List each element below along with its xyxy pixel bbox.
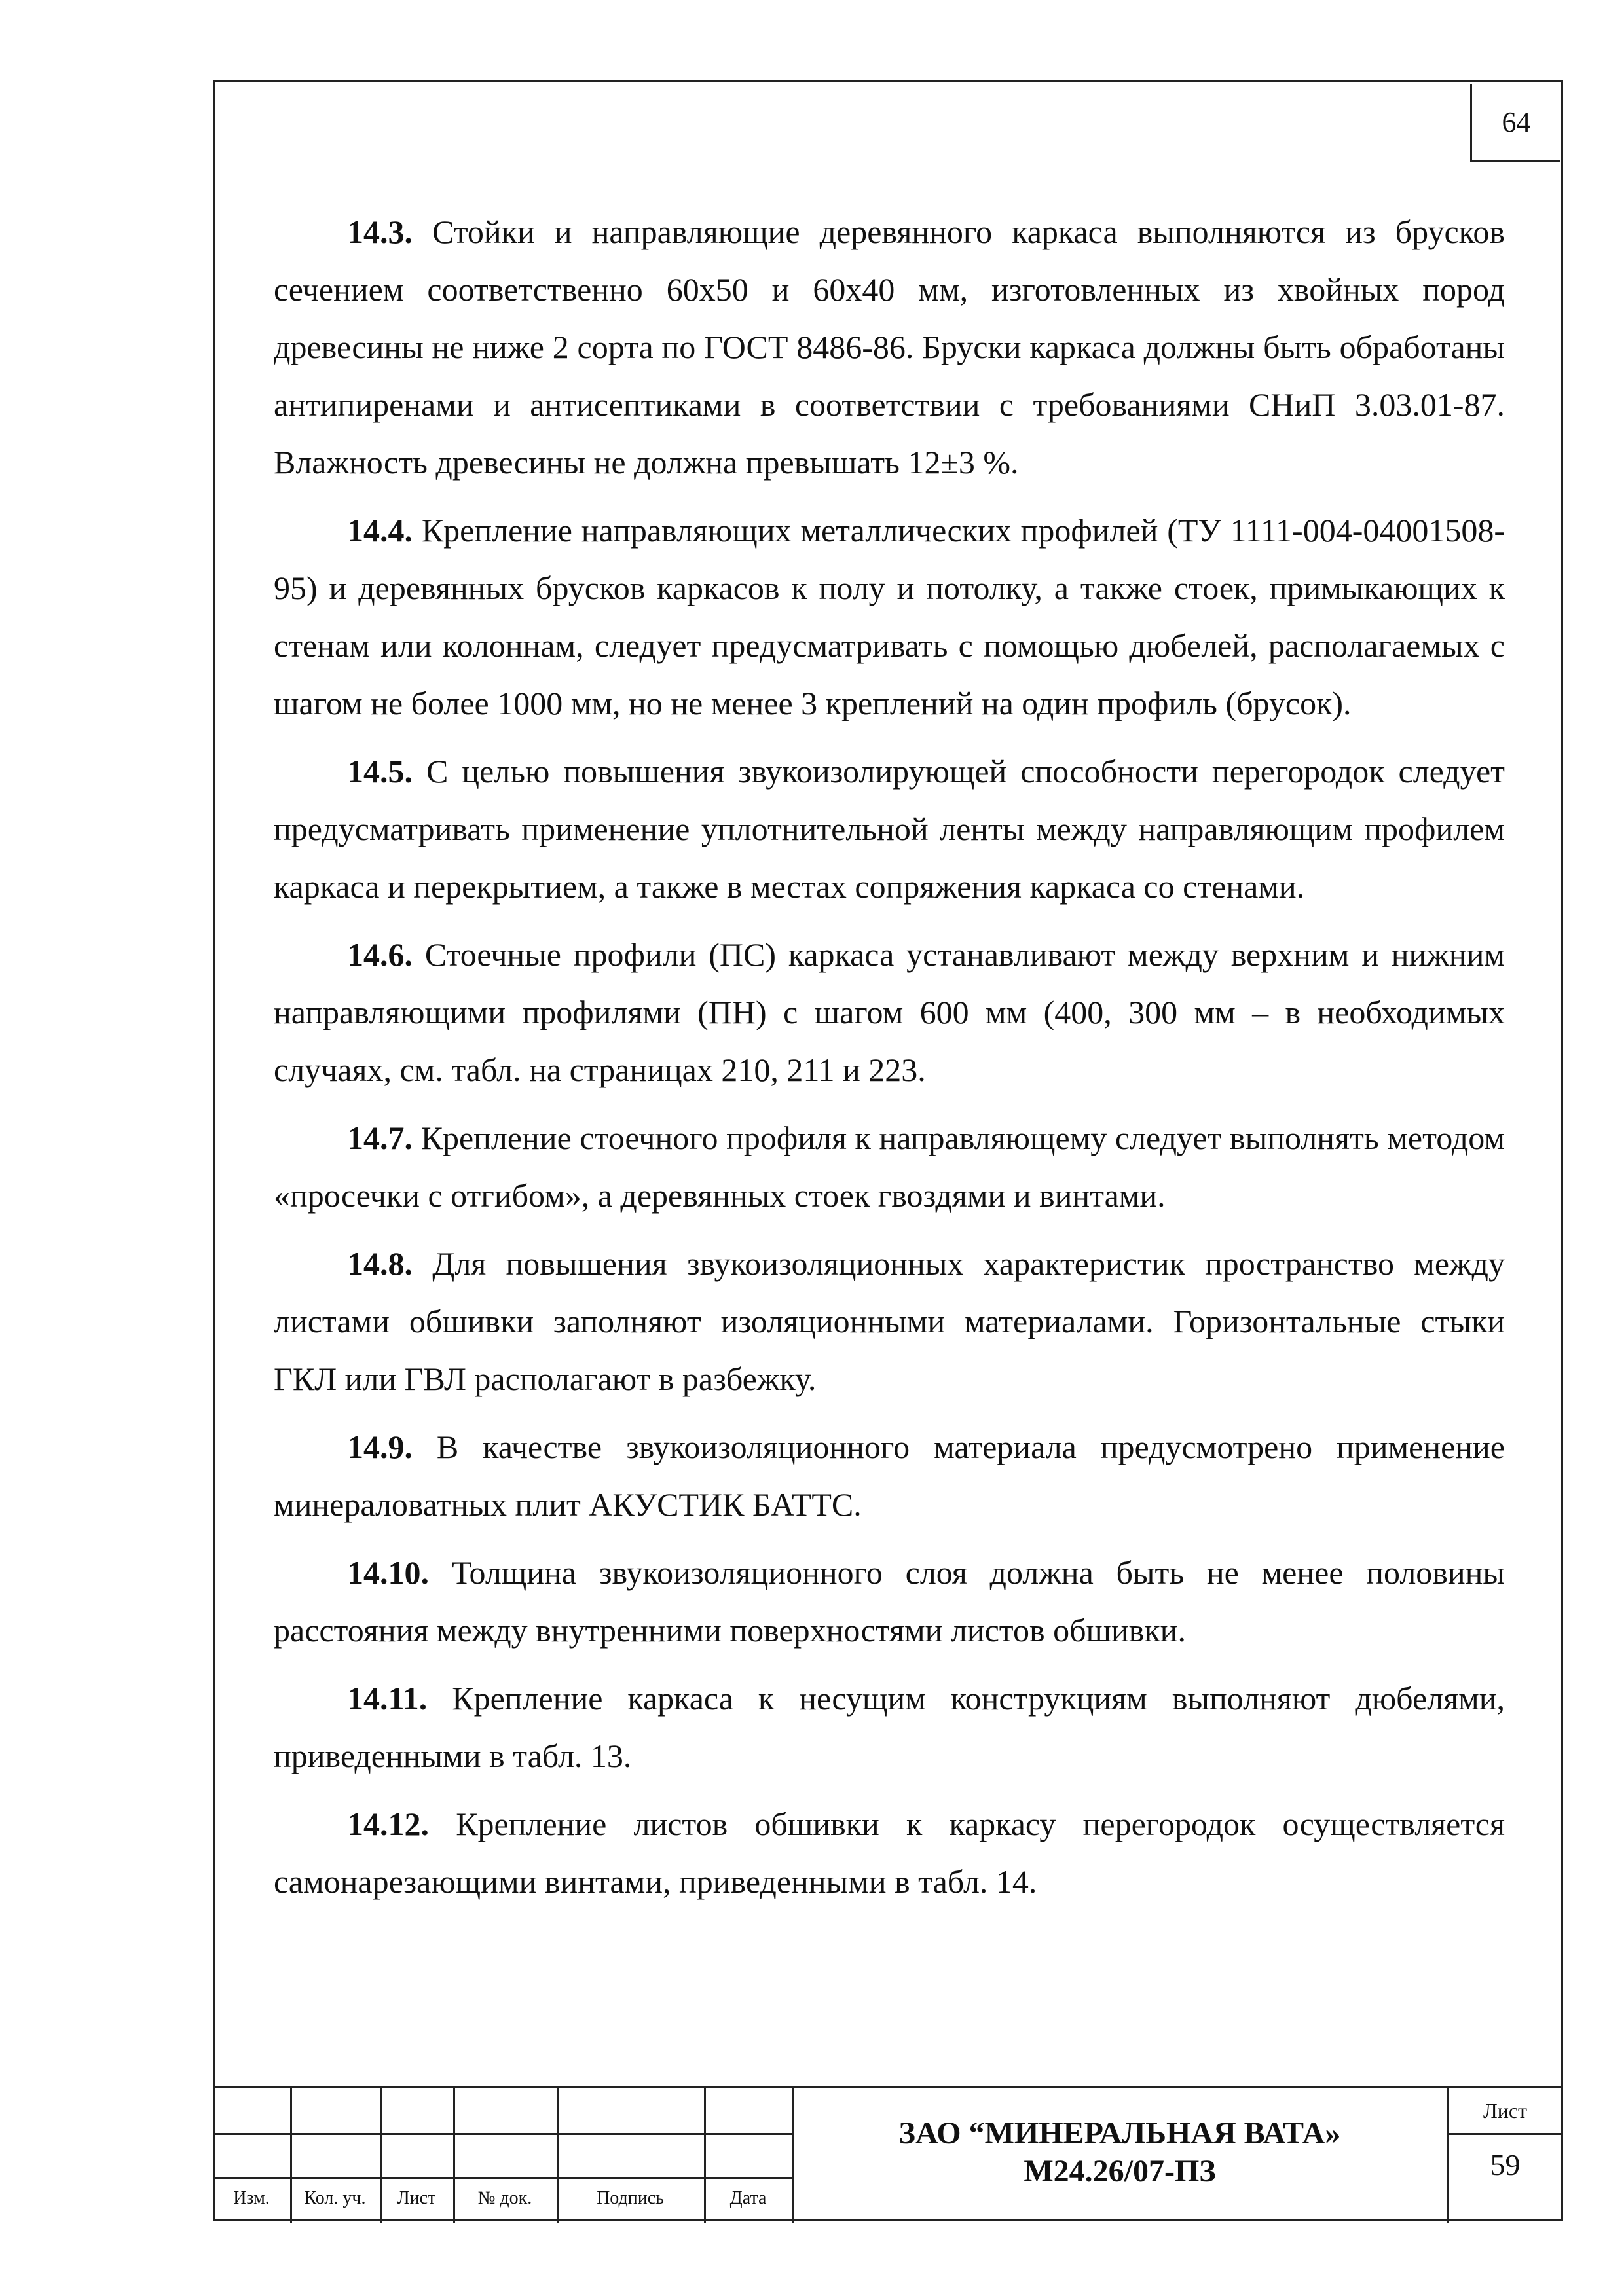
stamp-col-izm: Изм. bbox=[233, 2188, 270, 2208]
paragraph-number: 14.4. bbox=[347, 512, 413, 549]
stamp-row-line bbox=[213, 2133, 792, 2135]
stamp-col-signature: Подпись bbox=[597, 2188, 664, 2208]
stamp-row-line bbox=[1447, 2133, 1563, 2135]
paragraph-text: В качестве звукоизоляционного материала предусмотрено применение минераловатных плит АКУСТИК БАТТС. bbox=[274, 1429, 1505, 1523]
paragraph-text: Толщина звукоизоляционного слоя должна быть не менее половины расстояния между внутренними поверхностями листов обшивки. bbox=[274, 1554, 1505, 1649]
document-code: М24.26/07-ПЗ bbox=[1024, 2154, 1216, 2189]
paragraph-number: 14.8. bbox=[347, 1245, 413, 1282]
paragraph-14-10 bbox=[274, 1544, 1505, 1659]
paragraph-number: 14.3. bbox=[347, 213, 413, 250]
paragraph-number: 14.9. bbox=[347, 1429, 413, 1465]
paragraph-text: Крепление каркаса к несущим конструкциям выполняют дюбелями, приведенными в табл. 13. bbox=[274, 1680, 1505, 1774]
paragraph-number: 14.7. bbox=[347, 1120, 413, 1156]
stamp-col-kol-uch: Кол. уч. bbox=[304, 2188, 366, 2208]
paragraph-text: Крепление стоечного профиля к направляющему следует выполнять методом «просечки с отгибом», а деревянных стоек гвоздями и винтами. bbox=[274, 1120, 1505, 1214]
paragraph-14-11 bbox=[274, 1669, 1505, 1785]
paragraph-14-6 bbox=[274, 926, 1505, 1099]
paragraph-14-3 bbox=[274, 203, 1505, 491]
paragraph-number: 14.11. bbox=[347, 1680, 428, 1717]
paragraph-number: 14.6. bbox=[347, 936, 413, 973]
paragraph-text: Для повышения звукоизоляционных характеристик пространство между листами обшивки заполняют изоляционными материалами. Горизонтальные стыки ГКЛ или ГВЛ располагают в разбежку. bbox=[274, 1245, 1505, 1397]
paragraph-text: Стоечные профили (ПС) каркаса устанавливают между верхним и нижним направляющими профилями (ПН) с шагом 600 мм (400, 300 мм – в необходимых случаях, см. табл. на страницах 210, 211 и 223. bbox=[274, 936, 1505, 1088]
paragraph-text: С целью повышения звукоизолирующей способности перегородок следует предусматривать применение уплотнительной ленты между направляющим профилем каркаса и перекрытием, а также в местах сопряжения каркаса со стенами. bbox=[274, 753, 1505, 905]
paragraph-14-5 bbox=[274, 742, 1505, 915]
stamp-col-doc-num: № док. bbox=[477, 2188, 532, 2208]
sheet-label: Лист bbox=[1483, 2099, 1527, 2123]
paragraph-14-12 bbox=[274, 1795, 1505, 1910]
paragraph-number: 14.12. bbox=[347, 1806, 429, 1842]
paragraph-14-7 bbox=[274, 1109, 1505, 1224]
sheet-number: 59 bbox=[1490, 2148, 1521, 2181]
organization-title bbox=[792, 2115, 1447, 2191]
paragraph-number: 14.10. bbox=[347, 1554, 429, 1591]
document-body bbox=[274, 203, 1505, 1910]
paragraph-14-4 bbox=[274, 501, 1505, 732]
stamp-col-list: Лист bbox=[397, 2188, 436, 2208]
paragraph-text: Стойки и направляющие деревянного каркаса выполняются из брусков сечением соответственно 60х50 и 60х40 мм, изготовленных из хвойных пород древесины не ниже 2 сорта по ГОСТ 8486-86. Бруски каркаса должны быть обработаны антипиренами и антисептиками в соответствии с требованиями СНиП 3.03.01-87. Влажность древесины не должна превышать 12±3 %. bbox=[274, 213, 1505, 481]
page-number: 64 bbox=[1470, 84, 1560, 162]
stamp-col-date: Дата bbox=[729, 2188, 767, 2208]
paragraph-number: 14.5. bbox=[347, 753, 413, 790]
paragraph-14-9 bbox=[274, 1418, 1505, 1533]
organization-name: ЗАО “МИНЕРАЛЬНАЯ ВАТА» bbox=[898, 2116, 1341, 2151]
paragraph-text: Крепление листов обшивки к каркасу перегородок осуществляется самонарезающими винтами, приведенными в табл. 14. bbox=[274, 1806, 1505, 1900]
paragraph-14-8 bbox=[274, 1235, 1505, 1408]
stamp-row-line bbox=[213, 2177, 792, 2179]
title-block bbox=[213, 2086, 1563, 2221]
paragraph-text: Крепление направляющих металлических профилей (ТУ 1111-004-04001508-95) и деревянных брусков каркасов к полу и потолку, а также стоек, примыкающих к стенам или колоннам, следует предусматривать с помощью дюбелей, располагаемых с шагом не более 1000 мм, но не менее 3 креплений на один профиль (брусок). bbox=[274, 512, 1505, 721]
